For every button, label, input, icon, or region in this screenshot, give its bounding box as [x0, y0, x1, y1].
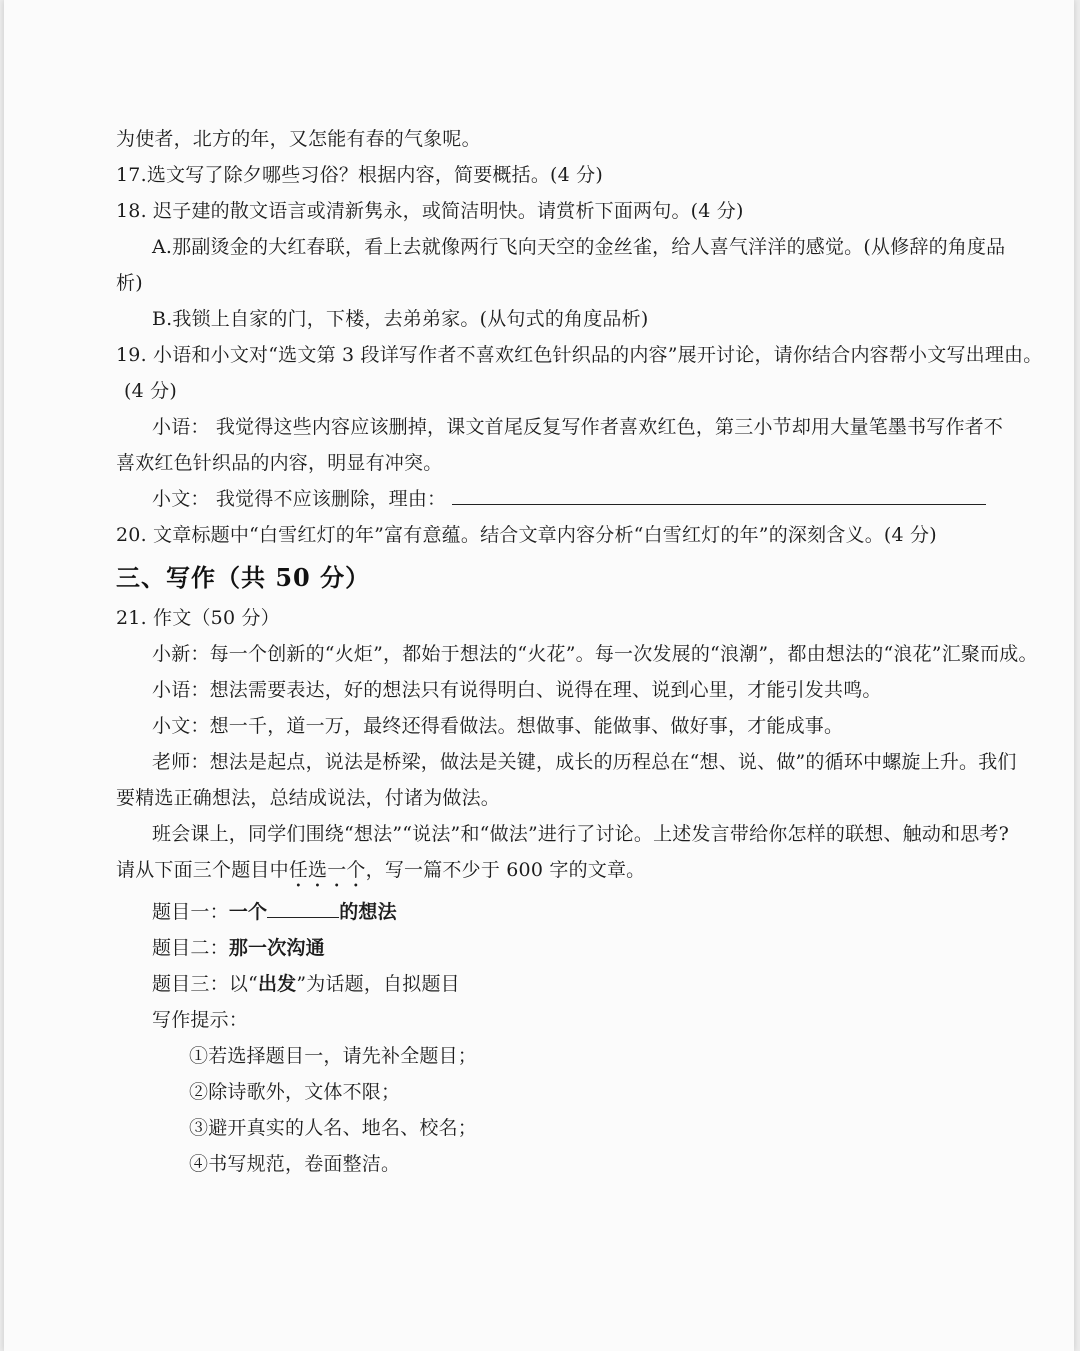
topic-1-text-end: 的想法 — [339, 901, 397, 923]
question-18a: A.那副烫金的大红春联，看上去就像两行飞向天空的金丝雀，给人喜气洋洋的感觉。(从修辞的角度品 — [152, 236, 1006, 258]
question-18b: B.我锁上自家的门，下楼，去弟弟家。(从句式的角度品析) — [152, 308, 649, 330]
question-17: 17.选文写了除夕哪些习俗？根据内容，简要概括。(4 分) — [116, 164, 603, 186]
question-18: 18. 迟子建的散文语言或清新隽永，或简洁明快。请赏析下面两句。(4 分) — [116, 200, 744, 222]
topic-3-text-end: ”为话题，自拟题目 — [296, 973, 460, 995]
topic-1-label: 题目一： — [152, 901, 229, 923]
statement-teacher-cont: 要精选正确想法，总结成说法，付诸为做法。 — [116, 787, 501, 809]
question-21: 21. 作文（50 分） — [116, 607, 280, 629]
topic-1 — [152, 899, 397, 925]
topic-3-label: 题目三： — [152, 973, 229, 995]
question-19-xiaoyu: 小语： 我觉得这些内容应该删掉，课文首尾反复写作者喜欢红色，第三小节却用大量笔墨书写作者不 — [152, 416, 1004, 438]
topic-2-text: 那一次沟通 — [228, 937, 325, 959]
topic-3-text: 以“ — [228, 973, 258, 995]
statement-teacher: 老师：想法是起点，说法是桥梁，做法是关键，成长的历程总在“想、说、做”的循环中螺旋上升。我们 — [152, 751, 1017, 773]
statement-xiaoxin: 小新：每一个创新的“火炬”，都始于想法的“火花”。每一次发展的“浪潮”，都由想法的“浪花”汇聚而成。 — [152, 643, 1038, 665]
writing-tip-2: ②除诗歌外，文体不限； — [189, 1081, 401, 1103]
topic-1-text: 一个 — [228, 901, 268, 923]
xiaowen-label: 小文： 我觉得不应该删除，理由： — [152, 488, 447, 510]
writing-tip-4: ④书写规范，卷面整洁。 — [189, 1153, 401, 1175]
topic-blank[interactable] — [267, 899, 339, 918]
essay-prompt: 班会课上，同学们围绕“想法”“说法”和“做法”进行了讨论。上述发言带给你怎样的联想、触动和思考? — [152, 823, 1010, 845]
essay-prompt-cont — [116, 857, 645, 892]
answer-blank[interactable] — [452, 486, 986, 505]
topic-3-keyword: 出发 — [257, 973, 297, 995]
topic-3 — [152, 971, 460, 997]
topic-2-label: 题目二： — [152, 937, 229, 959]
question-19-xiaowen — [152, 486, 986, 512]
section-heading: 三、写作（共 50 分） — [116, 563, 371, 592]
writing-tips-label: 写作提示： — [152, 1009, 249, 1031]
question-20: 20. 文章标题中“白雪红灯的年”富有意蕴。结合文章内容分析“白雪红灯的年”的深刻含义。(4 分) — [116, 524, 937, 546]
exam-page — [4, 0, 1074, 1351]
question-19-xiaoyu-cont: 喜欢红色针织品的内容，明显有冲突。 — [116, 452, 443, 474]
question-18a-cont: 析) — [116, 272, 143, 294]
statement-xiaowen: 小文：想一千，道一万，最终还得看做法。想做事、能做事、做好事，才能成事。 — [152, 715, 844, 737]
writing-tip-1: ①若选择题目一，请先补全题目； — [189, 1045, 478, 1067]
question-19-score: (4 分) — [124, 380, 177, 402]
writing-tip-3: ③避开真实的人名、地名、校名； — [189, 1117, 478, 1139]
question-19: 19. 小语和小文对“选文第 3 段详写作者不喜欢红色针织品的内容”展开讨论，请你结合内容帮小文写出理由。 — [116, 344, 1043, 366]
prompt-text-end: ，写一篇不少于 600 字的文章。 — [365, 859, 646, 881]
prompt-text: 请从下面三个题目中 — [116, 859, 289, 881]
emphasis-text: 任选一个 — [288, 859, 366, 881]
statement-xiaoyu: 小语：想法需要表达，好的想法只有说得明白、说得在理、说到心里，才能引发共鸣。 — [152, 679, 882, 701]
text-line: 为使者，北方的年，又怎能有春的气象呢。 — [116, 128, 481, 150]
topic-2 — [152, 935, 325, 961]
